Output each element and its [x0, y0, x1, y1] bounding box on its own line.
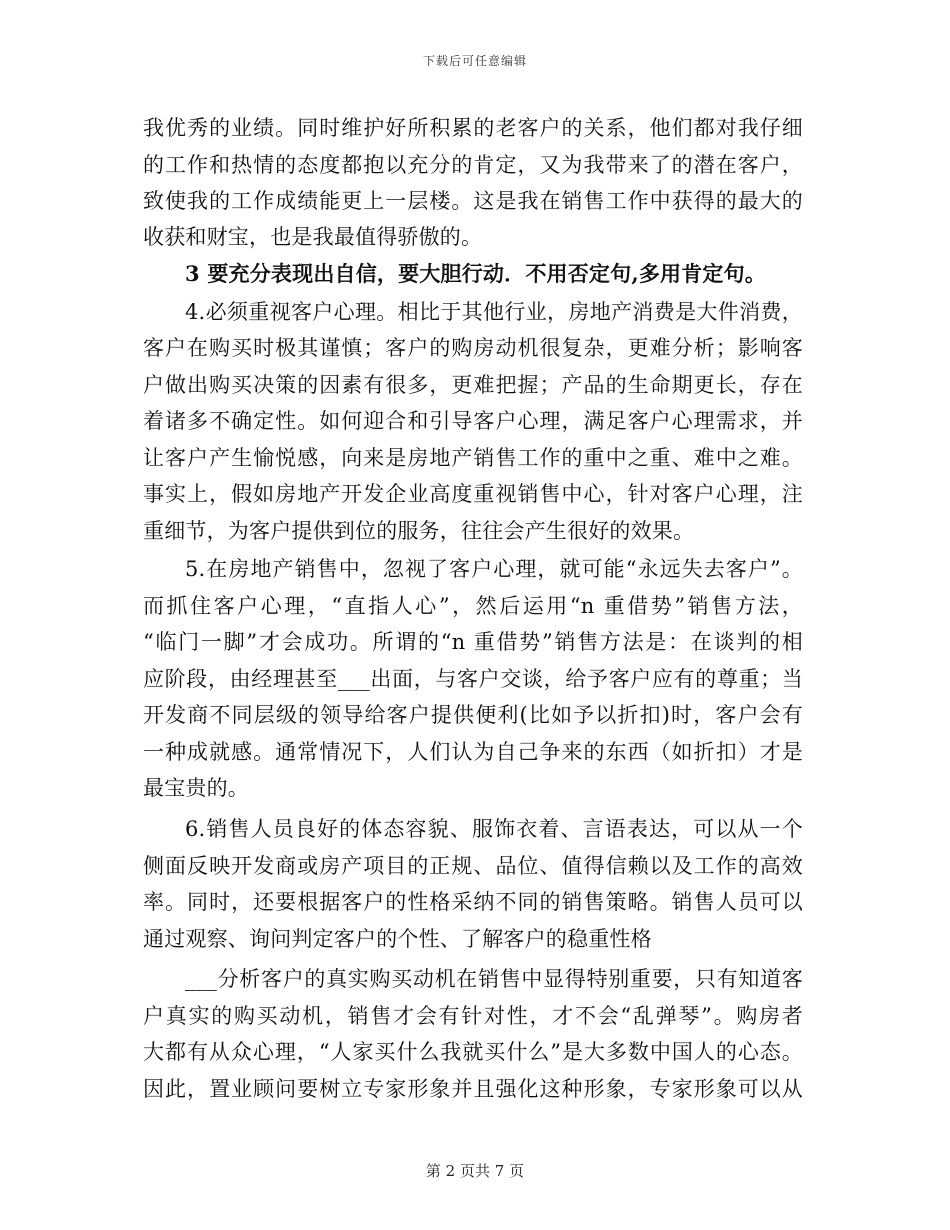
bold-heading-line: 3 要充分表现出自信，要大胆行动．不用否定句,多用肯定句。: [185, 261, 767, 286]
text-line: 一种成就感。通常情况下，人们认为自己争来的东西（如折扣）才是: [143, 740, 803, 764]
text-line: 我优秀的业绩。同时维护好所积累的老客户的关系，他们都对我仔细: [143, 116, 803, 140]
text-line: 重细节，为客户提供到位的服务，往往会产生很好的效果。: [143, 519, 695, 543]
text-line: 着诸多不确定性。如何迎合和引导客户心理，满足客户心理需求，并: [143, 409, 803, 433]
text-line: 户做出购买决策的因素有很多，更难把握；产品的生命期更长，存在: [143, 373, 803, 397]
text-line: 侧面反映开发商或房产项目的正规、品位、值得信赖以及工作的高效: [143, 854, 803, 878]
text-line: 而抓住客户心理，“直指人心”，然后运用“n 重借势”销售方法，: [143, 594, 803, 618]
text-line: 致使我的工作成绩能更上一层楼。这是我在销售工作中获得的最大的: [143, 189, 803, 213]
text-line: “临门一脚”才会成功。所谓的“n 重借势”销售方法是：在谈判的相: [143, 630, 803, 654]
text-line: 5.在房地产销售中，忽视了客户心理，就可能“永远失去客户”。: [185, 557, 803, 581]
text-line: 事实上，假如房地产开发企业高度重视销售中心，针对客户心理，注: [143, 482, 803, 506]
text-line: ___分析客户的真实购买动机在销售中显得特别重要，只有知道客: [185, 967, 803, 991]
text-line: 大都有从众心理，“人家买什么我就买什么”是大多数中国人的心态。: [143, 1040, 803, 1064]
page-header: 下载后可任意编辑: [422, 54, 527, 68]
text-line: 应阶段，由经理甚至___出面，与客户交谈，给予客户应有的尊重；当: [143, 667, 803, 691]
text-line: 率。同时，还要根据客户的性格采纳不同的销售策略。销售人员可以: [143, 890, 803, 914]
text-line: 最宝贵的。: [143, 776, 249, 800]
text-line: 户真实的购买动机，销售才会有针对性，才不会“乱弹琴”。购房者: [143, 1004, 803, 1028]
text-line: 让客户产生愉悦感，向来是房地产销售工作的重中之重、难中之难。: [143, 446, 803, 470]
text-line: 6.销售人员良好的体态容貌、服饰衣着、言语表达，可以从一个: [185, 817, 803, 841]
text-line: 开发商不同层级的领导给客户提供便利(比如予以折扣)时，客户会有: [143, 703, 803, 727]
text-line: 通过观察、询问判定客户的个性、了解客户的稳重性格: [143, 927, 652, 951]
text-line: 4.必须重视客户心理。相比于其他行业，房地产消费是大件消费，: [185, 300, 803, 324]
text-line: 客户在购买时极其谨慎；客户的购房动机很复杂，更难分析；影响客: [143, 336, 803, 360]
text-line: 收获和财宝，也是我最值得骄傲的。: [143, 225, 483, 249]
text-line: 因此，置业顾问要树立专家形象并且强化这种形象，专家形象可以从: [143, 1077, 803, 1101]
page-footer: 第 2 页共 7 页: [425, 1162, 525, 1180]
text-line: 的工作和热情的态度都抱以充分的肯定，又为我带来了的潜在客户，: [143, 153, 803, 177]
